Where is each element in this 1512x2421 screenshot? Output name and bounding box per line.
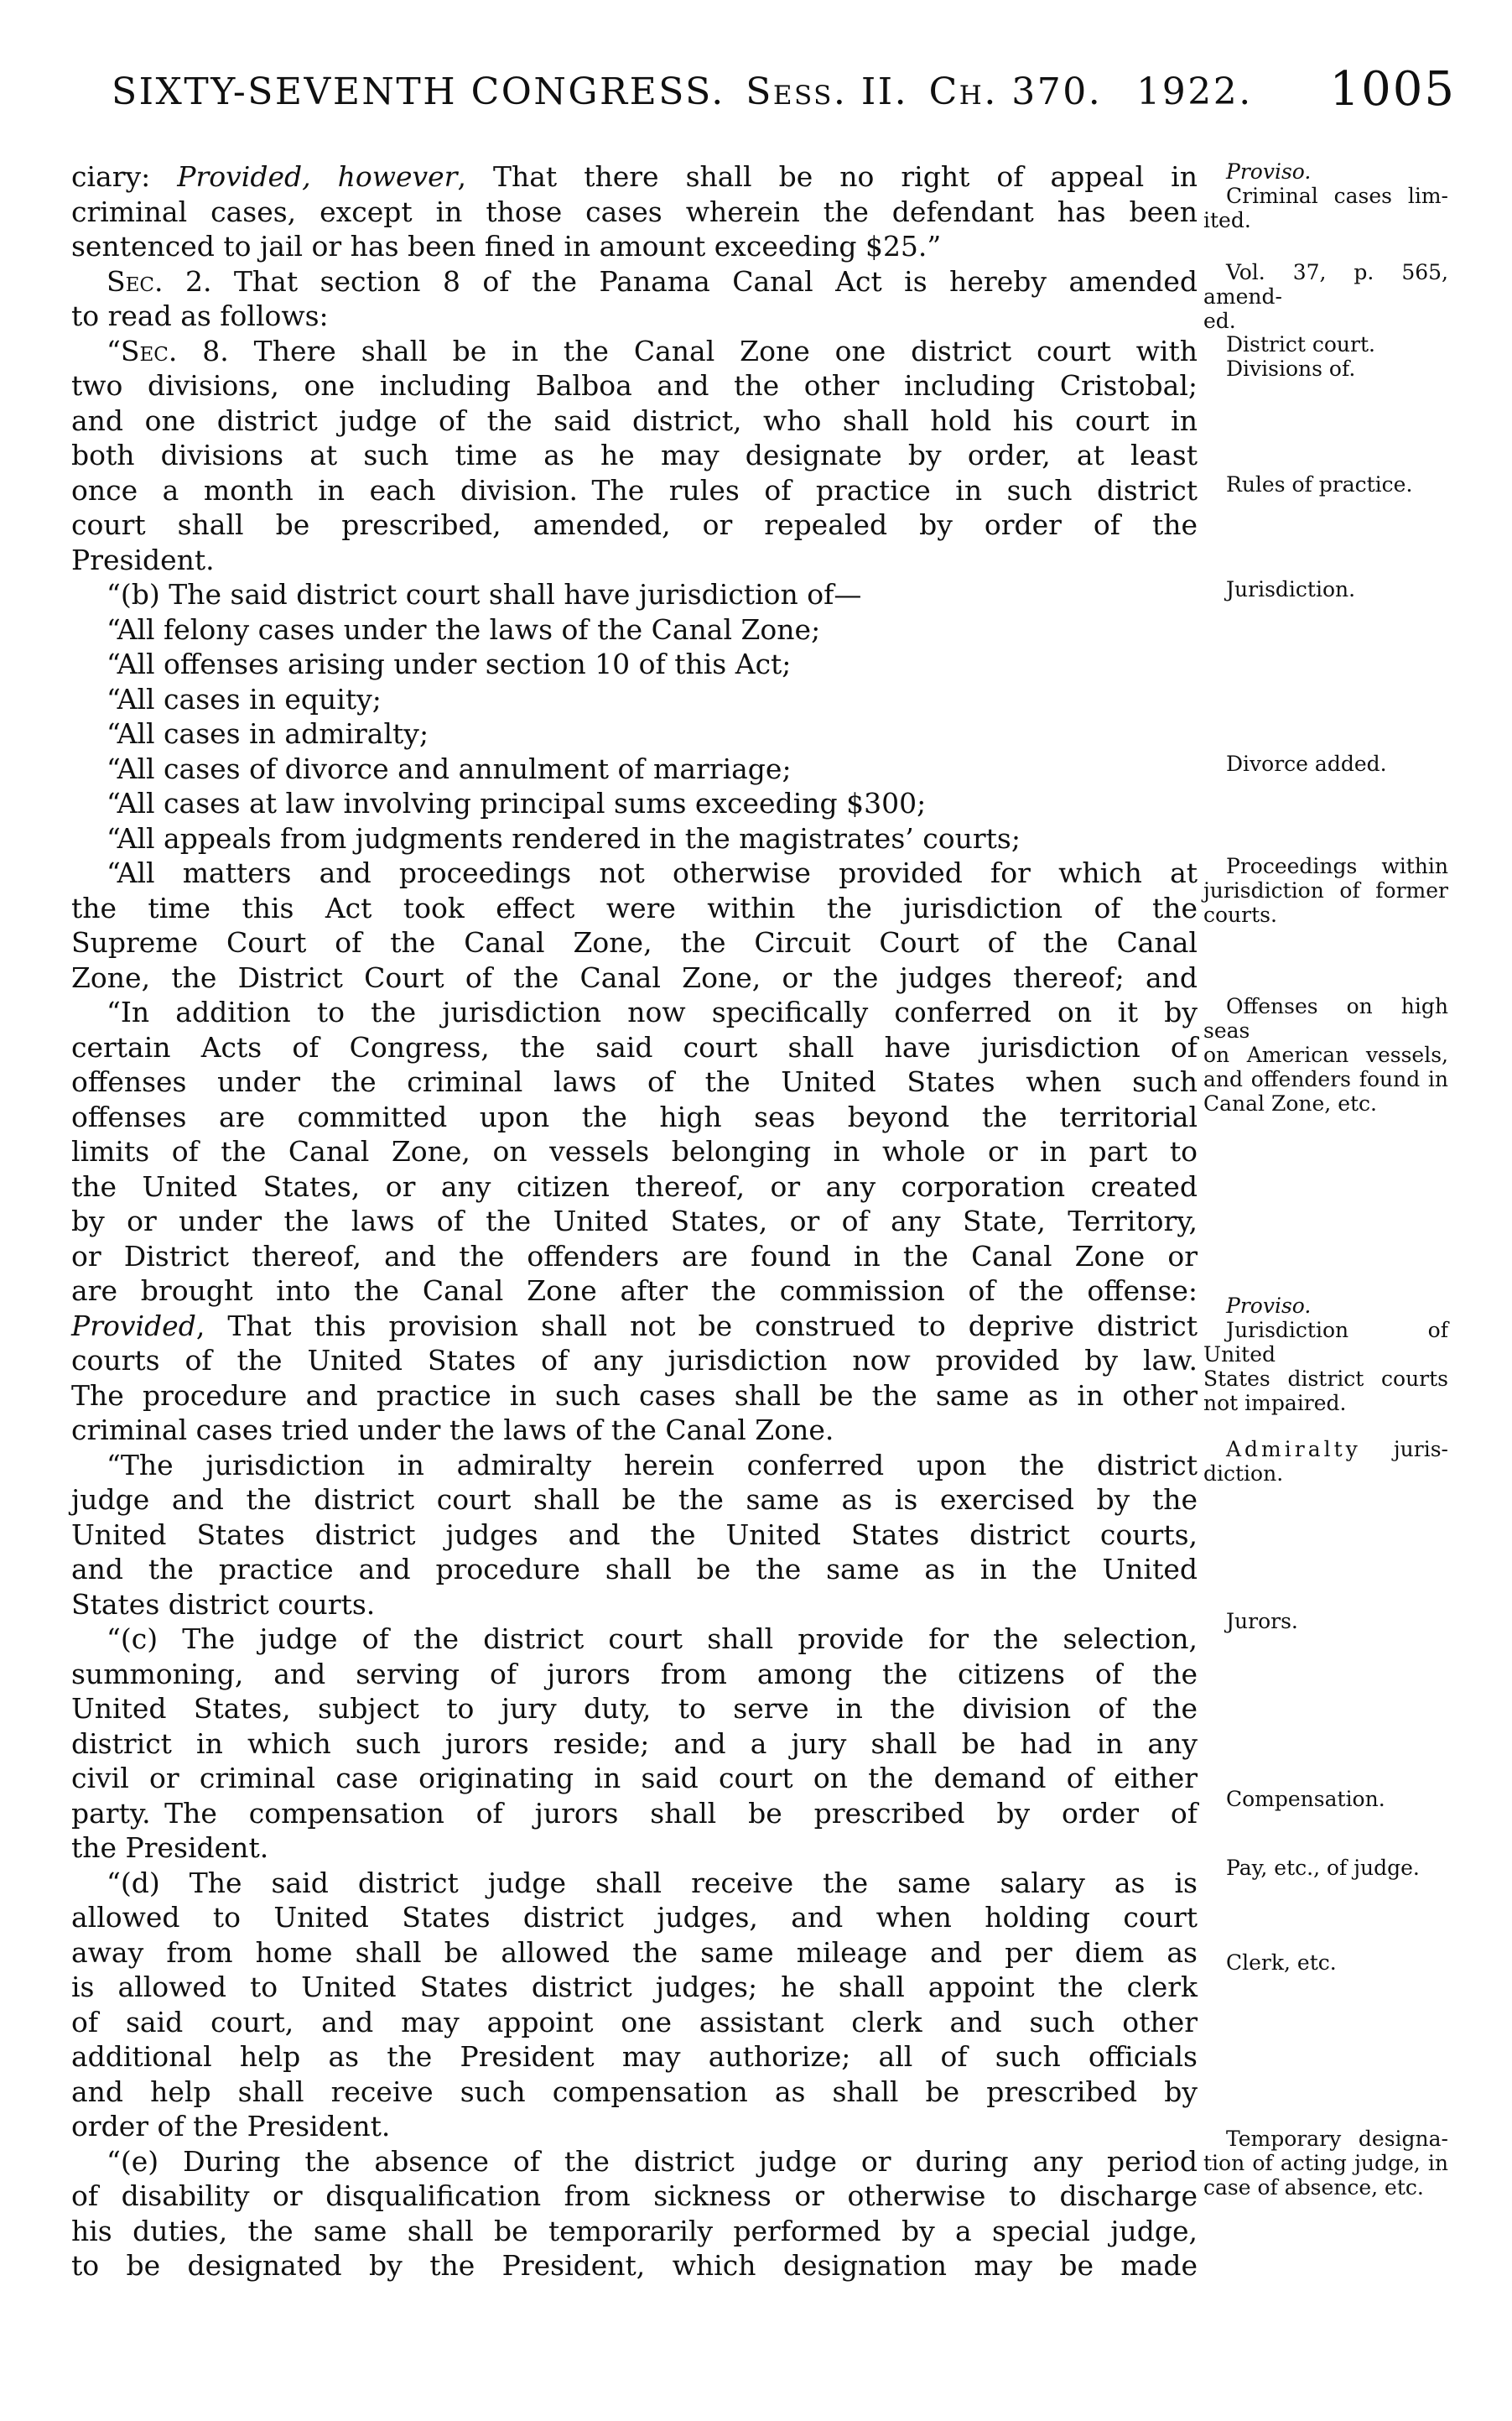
margin-note-line	[1203, 1787, 1448, 1811]
text-segment: States district courts.	[71, 1587, 376, 1621]
text-segment: “	[107, 334, 121, 367]
margin-note	[1203, 994, 1448, 1116]
text-segment: civil or criminal case originating in said court on the demand of either	[71, 1762, 1198, 1794]
text-segment: are brought into the Canal Zone after the commission of the offense:	[71, 1274, 1198, 1307]
text-segment: to be designated by the President, which designation may be made	[71, 2249, 1198, 2282]
text-segment: District court.	[1226, 332, 1375, 357]
margin-note-line	[1203, 1856, 1448, 1880]
margin-note-line	[1203, 903, 1448, 927]
text-segment: and offenders found in	[1203, 1067, 1448, 1091]
text-segment: “The jurisdiction in admiralty herein conferred upon the district	[107, 1448, 1198, 1481]
text-segment: Temporary designa-	[1226, 2127, 1448, 2151]
text-segment: “All cases of divorce and annulment of marriage;	[107, 752, 792, 785]
text-segment: summoning, and serving of jurors from among the citizens of the	[71, 1657, 1198, 1690]
text-segment: court shall be prescribed, amended, or repealed by order of the	[71, 508, 1198, 541]
text-segment: is allowed to United States district judges; he shall appoint the clerk	[71, 1971, 1198, 2003]
text-segment: President.	[71, 543, 215, 576]
margin-note	[1203, 260, 1448, 333]
text-segment: away from home shall be allowed the same mileage and per diem as	[71, 1935, 1198, 1969]
margin-note-line	[1203, 208, 1448, 232]
margin-note-line	[1203, 1367, 1448, 1391]
margin-note	[1203, 1950, 1448, 1975]
text-segment: Sec.	[107, 264, 164, 298]
margin-note	[1203, 752, 1448, 776]
margin-note-line	[1203, 1043, 1448, 1067]
text-segment: Rules of practice.	[1226, 472, 1413, 497]
margin-note-line	[1203, 184, 1448, 208]
margin-note-line	[1203, 472, 1448, 497]
text-segment: “All cases in admiralty;	[107, 717, 429, 750]
text-segment: and one district judge of the said district, who shall hold his court in	[71, 404, 1198, 437]
text-segment: “All cases at law involving principal sums exceeding $300;	[107, 787, 927, 820]
text-segment: “(b) The said district court shall have jurisdiction of—	[107, 578, 862, 611]
text-segment: two divisions, one including Balboa and the other including Cristobal;	[71, 369, 1198, 402]
text-segment: ited.	[1203, 208, 1251, 232]
margin-note	[1203, 1856, 1448, 1880]
text-segment: judge and the district court shall be the same as is exercised by the	[71, 1483, 1198, 1516]
text-segment: SIXTY-SEVENTH CONGRESS.	[112, 70, 746, 113]
text-segment: or District thereof, and the offenders are found in the Canal Zone or	[71, 1239, 1198, 1273]
text-segment: certain Acts of Congress, the said court shall have jurisdiction of	[71, 1030, 1198, 1064]
text-segment: Provided	[71, 1309, 196, 1342]
text-segment: diction.	[1203, 1461, 1284, 1486]
margin-note	[1203, 854, 1448, 927]
text-segment: courts of the United States of any jurisdiction now provided by law.	[71, 1344, 1198, 1377]
margin-note	[1203, 159, 1448, 232]
margin-note-line	[1203, 994, 1448, 1043]
text-segment: , That this provision shall not be construed to deprive district	[195, 1309, 1198, 1342]
text-segment: Admiralty	[1226, 1437, 1361, 1461]
margin-note-line	[1203, 1437, 1448, 1461]
text-segment: Sess.	[746, 70, 848, 113]
margin-note-line	[1203, 1067, 1448, 1091]
text-segment: his duties, the same shall be temporarily performed by a special judge,	[71, 2214, 1198, 2247]
text-segment: of disability or disqualification from sickness or otherwise to discharge	[71, 2179, 1198, 2212]
text-segment: “All cases in equity;	[107, 682, 382, 716]
text-segment: party. The compensation of jurors shall be prescribed by order of	[71, 1796, 1198, 1830]
margin-note	[1203, 1437, 1448, 1486]
text-segment: Zone, the District Court of the Canal Zone, or the judges thereof; and	[71, 961, 1198, 994]
text-segment: additional help as the President may authorize; all of such officials	[71, 2040, 1198, 2073]
text-segment: 8. There shall be in the Canal Zone one district court with	[177, 334, 1198, 367]
margin-note-line	[1203, 854, 1448, 878]
text-segment: States district courts	[1203, 1367, 1448, 1391]
text-segment: and help shall receive such compensation as shall be prescribed by	[71, 2075, 1198, 2108]
text-segment: Ch.	[928, 70, 998, 113]
text-segment: , That there shall be no right of appeal in	[457, 160, 1198, 193]
margin-note-line	[1203, 1391, 1448, 1415]
margin-note-line	[1203, 1950, 1448, 1975]
margin-note-line	[1203, 2175, 1448, 2200]
text-segment: case of absence, etc.	[1203, 2175, 1424, 2200]
margin-note-line	[1203, 1461, 1448, 1486]
text-segment: the President.	[71, 1831, 269, 1864]
text-segment: “(c) The judge of the district court shall provide for the selection,	[107, 1622, 1198, 1655]
text-segment: ciary:	[71, 160, 178, 193]
text-segment: Divisions of.	[1226, 357, 1356, 381]
text-segment: criminal cases tried under the laws of the Canal Zone.	[71, 1414, 834, 1446]
text-segment: “All offenses arising under section 10 of this Act;	[107, 648, 792, 680]
text-segment: 2. That section 8 of the Panama Canal Act is hereby amended	[163, 264, 1198, 298]
text-segment: Pay, etc., of judge.	[1226, 1856, 1420, 1880]
text-segment: Offenses on high seas	[1203, 994, 1448, 1043]
text-segment: Criminal cases lim-	[1226, 184, 1448, 208]
text-segment: juris-	[1360, 1437, 1448, 1461]
text-segment: “All felony cases under the laws of the Canal Zone;	[107, 612, 821, 646]
text-segment: the time this Act took effect were within the jurisdiction of the	[71, 891, 1198, 924]
text-segment: offenses under the criminal laws of the United States when such	[71, 1065, 1198, 1098]
text-segment: and the practice and procedure shall be the same as in the United	[71, 1553, 1198, 1585]
margin-note	[1203, 1787, 1448, 1811]
margin-note-line	[1203, 1318, 1448, 1367]
text-segment: to read as follows:	[71, 299, 329, 332]
margin-note-line	[1203, 260, 1448, 309]
text-segment: order of the President.	[71, 2110, 391, 2142]
text-segment: Canal Zone, etc.	[1203, 1091, 1377, 1116]
text-segment: limits of the Canal Zone, on vessels belonging in whole or in part to	[71, 1135, 1198, 1168]
text-segment: Clerk, etc.	[1226, 1950, 1337, 1975]
text-segment: Jurisdiction of United	[1203, 1318, 1448, 1367]
text-segment: the United States, or any citizen thereof, or any corporation created	[71, 1169, 1198, 1203]
text-segment: both divisions at such time as he may designate by order, at least	[71, 439, 1198, 471]
text-segment: Proviso.	[1226, 159, 1312, 184]
margin-note-line	[1203, 159, 1448, 184]
margin-note-line	[1203, 1609, 1448, 1633]
text-segment: district in which such jurors reside; and a jury shall be had in any	[71, 1726, 1198, 1760]
margin-note-line	[1203, 577, 1448, 601]
text-segment: The procedure and practice in such cases shall be the same as in other	[71, 1378, 1198, 1412]
text-segment: on American vessels,	[1203, 1043, 1448, 1067]
text-segment: ed.	[1203, 309, 1236, 333]
margin-note-line	[1203, 1091, 1448, 1116]
text-segment: 370. 1922.	[997, 70, 1253, 113]
margin-note	[1203, 472, 1448, 497]
text-segment: jurisdiction of former	[1203, 878, 1448, 903]
text-segment: Proviso.	[1226, 1294, 1312, 1318]
margin-note	[1203, 1294, 1448, 1415]
text-segment: Supreme Court of the Canal Zone, the Circuit Court of the Canal	[71, 926, 1198, 959]
margin-note	[1203, 577, 1448, 601]
margin-note-line	[1203, 2151, 1448, 2175]
margin-note-line	[1203, 309, 1448, 333]
text-segment: once a month in each division. The rules of practice in such district	[71, 473, 1198, 507]
text-segment: “(d) The said district judge shall receive the same salary as is	[107, 1866, 1198, 1899]
text-segment: Jurors.	[1226, 1609, 1298, 1633]
margin-note-line	[1203, 2127, 1448, 2151]
margin-note	[1203, 1609, 1448, 1633]
text-segment: courts.	[1203, 903, 1277, 927]
margin-note-line	[1203, 332, 1448, 357]
text-segment: Compensation.	[1226, 1787, 1385, 1811]
text-segment: “(e) During the absence of the district judge or during any period	[107, 2144, 1198, 2178]
margin-note	[1203, 2127, 1448, 2200]
text-segment: Divorce added.	[1226, 752, 1387, 776]
text-segment: tion of acting judge, in	[1203, 2151, 1448, 2175]
page-number: 1005	[1329, 62, 1456, 117]
text-segment: Vol. 37, p. 565, amend-	[1203, 260, 1448, 309]
text-segment: by or under the laws of the United States, or of any State, Territory,	[71, 1205, 1198, 1237]
text-segment: Jurisdiction.	[1226, 577, 1356, 601]
margin-note-line	[1203, 878, 1448, 903]
text-segment: “All appeals from judgments rendered in the magistrates’ courts;	[107, 821, 1021, 855]
text-segment: of said court, and may appoint one assistant clerk and such other	[71, 2005, 1198, 2038]
text-segment: Proceedings within	[1226, 854, 1448, 878]
text-segment: not impaired.	[1203, 1391, 1347, 1415]
text-segment: sentenced to jail or has been fined in amount exceeding $25.”	[71, 230, 942, 263]
text-segment: Provided, however	[177, 160, 458, 193]
margin-note-line	[1203, 357, 1448, 381]
text-segment: criminal cases, except in those cases wherein the defendant has been	[71, 195, 1198, 228]
margin-note-line	[1203, 1294, 1448, 1318]
text-segment: offenses are committed upon the high seas beyond the territorial	[71, 1100, 1198, 1133]
text-segment: United States district judges and the United States district courts,	[71, 1518, 1198, 1551]
text-segment: Sec.	[120, 334, 178, 367]
text-segment: II.	[847, 70, 929, 113]
margin-note-line	[1203, 752, 1448, 776]
text-segment: “In addition to the jurisdiction now specifically conferred on it by	[107, 996, 1198, 1028]
text-segment: “All matters and proceedings not otherwise provided for which at	[107, 856, 1198, 889]
text-segment: United States, subject to jury duty, to serve in the division of the	[71, 1692, 1198, 1725]
margin-note	[1203, 332, 1448, 381]
text-segment: allowed to United States district judges, and when holding court	[71, 1901, 1198, 1934]
